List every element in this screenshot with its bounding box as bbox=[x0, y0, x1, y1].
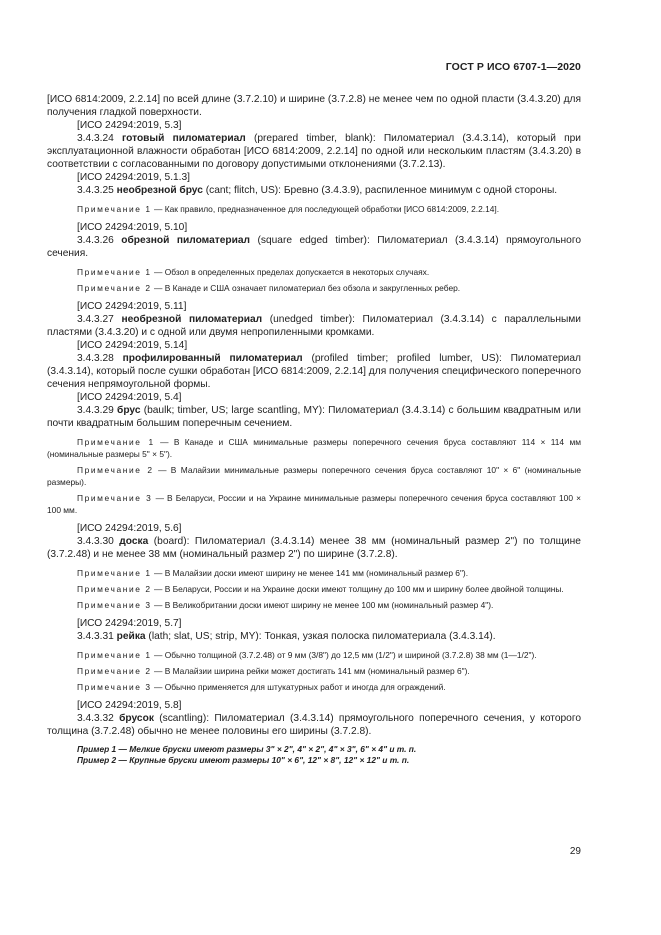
reference: [ИСО 24294:2019, 5.4] bbox=[77, 392, 182, 403]
note: Примечание 2 — В Канаде и США означает пиломатериал без обзола и закругленных ребер. bbox=[77, 283, 461, 293]
example: Пример 2 — Крупные бруски имеют размеры 10" × 6", 12" × 8", 12" × 12" и т. п. bbox=[77, 755, 410, 765]
term-definition: 3.4.3.25 необрезной брус (cant; flitch, US): Бревно (3.4.3.9), распиленное минимум с одной стороны. bbox=[77, 185, 558, 196]
term-name: профилированный пиломатериал bbox=[122, 353, 303, 364]
note: Примечание 3 — В Великобритании доски имеют ширину не менее 100 мм (номинальный размер 4"). bbox=[77, 600, 494, 610]
note: Примечание 1 — В Канаде и США минимальные размеры поперечного сечения бруса составляют 114 × 114 мм (номинальные размеры 5" × 5"). bbox=[47, 437, 581, 459]
note: Примечание 2 — В Малайзии минимальные размеры поперечного сечения бруса составляют 10" × 6" (номинальные размеры). bbox=[47, 465, 581, 487]
reference: [ИСО 24294:2019, 5.3] bbox=[77, 120, 182, 131]
term-name: рейка bbox=[116, 631, 146, 642]
term-definition: 3.4.3.31 рейка (lath; slat, US; strip, MY): Тонкая, узкая полоска пиломатериала (3.4.3.14). bbox=[77, 631, 496, 642]
reference: [ИСО 24294:2019, 5.10] bbox=[77, 222, 188, 233]
reference: [ИСО 24294:2019, 5.6] bbox=[77, 523, 182, 534]
term-definition: 3.4.3.24 готовый пиломатериал (prepared timber, blank): Пиломатериал (3.4.3.14), который при эксплуатационной влажности обработан [ИСО 6814:2009, 2.2.14] по одной или нескольким пластям (3.4.3.20) в соответствии с согласованными по договору допустимыми отклонениями (3.7.2.13). bbox=[47, 133, 581, 170]
document-body bbox=[47, 93, 581, 766]
term-name: необрезной пиломатериал bbox=[121, 314, 263, 325]
term-definition: 3.4.3.29 брус (baulk; timber, US; large scantling, MY): Пиломатериал (3.4.3.14) с большим квадратным или почти квадратным большим поперечным сечением. bbox=[47, 405, 581, 429]
reference: [ИСО 24294:2019, 5.11] bbox=[77, 301, 187, 312]
reference: [ИСО 24294:2019, 5.14] bbox=[77, 340, 188, 351]
term-name: брус bbox=[117, 405, 141, 416]
note: Примечание 2 — В Беларуси, России и на Украине доски имеют толщину до 100 мм и ширину более двойной толщины. bbox=[77, 584, 564, 594]
reference: [ИСО 24294:2019, 5.7] bbox=[77, 618, 182, 629]
term-name: готовый пиломатериал bbox=[122, 133, 246, 144]
note: Примечание 1 — Обычно толщиной (3.7.2.48) от 9 мм (3/8") до 12,5 мм (1/2") и шириной (3.7.2.8) 38 мм (1—1/2"). bbox=[77, 650, 537, 660]
note: Примечание 1 — Обзол в определенных пределах допускается в некоторых случаях. bbox=[77, 267, 430, 277]
note: Примечание 3 — Обычно применяется для штукатурных работ и иногда для ограждений. bbox=[77, 682, 446, 692]
note: Примечание 1 — Как правило, предназначенное для последующей обработки [ИСО 6814:2009, 2.2.14]. bbox=[77, 204, 500, 214]
reference: [ИСО 24294:2019, 5.8] bbox=[77, 700, 182, 711]
term-definition: 3.4.3.30 доска (board): Пиломатериал (3.4.3.14) менее 38 мм (номинальный размер 2") по толщине (3.7.2.48) и не менее 38 мм (номинальный размер 2") по ширине (3.7.2.8). bbox=[47, 536, 581, 560]
term-name: доска bbox=[119, 536, 149, 547]
term-definition: 3.4.3.32 брусок (scantling): Пиломатериал (3.4.3.14) прямоугольного поперечного сечения, у которого толщина (3.7.2.48) обычно не менее половины его ширины (3.7.2.8). bbox=[47, 713, 581, 737]
reference: [ИСО 24294:2019, 5.1.3] bbox=[77, 172, 191, 183]
example: Пример 1 — Мелкие бруски имеют размеры 3" × 2", 4" × 2", 4" × 3", 6" × 4" и т. п. bbox=[77, 744, 417, 754]
term-definition: 3.4.3.27 необрезной пиломатериал (unedged timber): Пиломатериал (3.4.3.14) с параллельными пластями (3.4.3.20) и с одной или двумя непропиленными кромками. bbox=[47, 314, 581, 338]
term-definition: 3.4.3.28 профилированный пиломатериал (profiled timber; profiled lumber, US): Пиломатериал (3.4.3.14), который после сушки обработан [ИСО 6814:2009, 2.2.14] для получения специфического поперечного сечения непрямоугольной формы. bbox=[47, 353, 581, 390]
term-name: обрезной пиломатериал bbox=[121, 235, 251, 246]
note: Примечание 2 — В Малайзии ширина рейки может достигать 141 мм (номинальный размер 6"). bbox=[77, 666, 470, 676]
paragraph: [ИСО 6814:2009, 2.2.14] по всей длине (3.7.2.10) и ширине (3.7.2.8) не менее чем по одной пласти (3.4.3.20) для получения гладкой поверхности. bbox=[47, 94, 581, 118]
term-definition: 3.4.3.26 обрезной пиломатериал (square edged timber): Пиломатериал (3.4.3.14) прямоугольного сечения. bbox=[47, 235, 581, 259]
term-name: необрезной брус bbox=[116, 185, 203, 196]
term-name: брусок bbox=[119, 713, 154, 724]
note: Примечание 1 — В Малайзии доски имеют ширину не менее 141 мм (номинальный размер 6"). bbox=[77, 568, 469, 578]
note: Примечание 3 — В Беларуси, России и на Украине минимальные размеры поперечного сечения бруса составляют 100 × 100 мм. bbox=[47, 493, 581, 515]
document-id: ГОСТ Р ИСО 6707-1—2020 bbox=[445, 61, 581, 73]
page-number: 29 bbox=[569, 846, 581, 857]
